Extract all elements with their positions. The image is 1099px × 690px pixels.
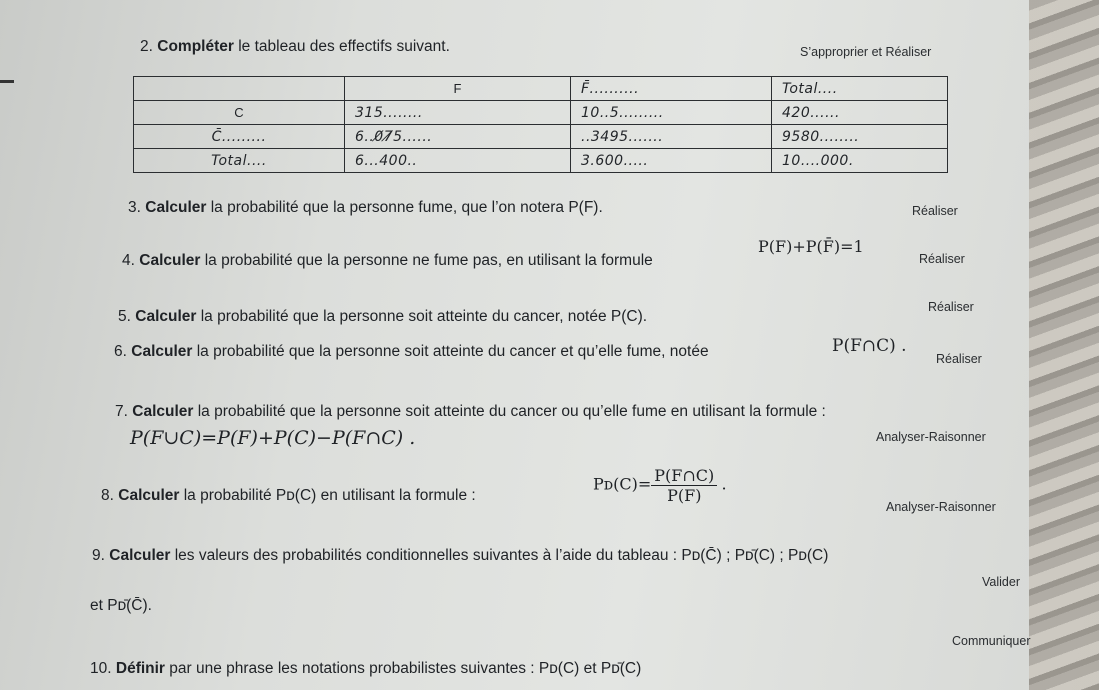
question-9-skill: Valider — [982, 575, 1020, 589]
table-cell: 6..0̸7̸5...... — [345, 125, 571, 149]
table-header-row — [134, 77, 948, 101]
question-9: 9. Calculer les valeurs des probabilités conditionnelles suivantes à l’aide du tableau : Pᴅ(C̄) ; Pᴅ̄(C) ; Pᴅ(C) — [92, 547, 829, 564]
question-7-skill: Analyser-Raisonner — [876, 430, 986, 444]
question-2: 2. Compléter le tableau des effectifs suivant. — [140, 38, 450, 55]
question-2-verb: Compléter — [157, 38, 234, 55]
question-3-skill: Réaliser — [912, 204, 958, 218]
question-5-skill: Réaliser — [928, 300, 974, 314]
table-row — [134, 101, 948, 125]
table-row — [134, 149, 948, 173]
table-row-label: Total.... — [134, 149, 345, 173]
table-cell — [134, 77, 345, 101]
question-5: 5. Calculer la probabilité que la personne soit atteinte du cancer, notée P(C). — [118, 308, 648, 325]
question-6: 6. Calculer la probabilité que la personne soit atteinte du cancer et qu’elle fume, notée — [114, 343, 709, 360]
question-8-skill: Analyser-Raisonner — [886, 500, 996, 514]
table-cell: 420...... — [772, 101, 948, 125]
question-6-formula: P(F∩C) . — [832, 336, 907, 356]
table-header-cell: F — [345, 77, 571, 101]
question-7: 7. Calculer la probabilité que la personne soit atteinte du cancer ou qu’elle fume en utilisant la formule : — [115, 403, 826, 420]
question-4-formula: P(F)+P(F̄)=1 — [758, 237, 864, 256]
table-cell: ..3495....... — [571, 125, 772, 149]
table-cell: 9580........ — [772, 125, 948, 149]
table-cell: 10....000. — [772, 149, 948, 173]
question-4: 4. Calculer la probabilité que la personne ne fume pas, en utilisant la formule — [122, 252, 653, 269]
page-edge-mark — [0, 80, 14, 117]
table-header-cell: Total.... — [772, 77, 948, 101]
table-header-cell: F̄.......... — [571, 77, 772, 101]
table-row-label: C̄......... — [134, 125, 345, 149]
question-6-skill: Réaliser — [936, 352, 982, 366]
table-cell: 10..5......... — [571, 101, 772, 125]
question-3: 3. Calculer la probabilité que la personne fume, que l’on notera P(F). — [128, 199, 603, 216]
question-8: 8. Calculer la probabilité Pᴅ(C) en utilisant la formule : — [101, 487, 476, 504]
question-9-line2: et Pᴅ̄(C̄). — [90, 597, 152, 614]
table-cell: 3.600..... — [571, 149, 772, 173]
question-2-skill: S’approprier et Réaliser — [800, 45, 932, 59]
question-4-skill: Réaliser — [919, 252, 965, 266]
table-cell: 315........ — [345, 101, 571, 125]
question-10-skill: Communiquer — [952, 634, 1031, 648]
question-8-formula: Pᴅ(C)= $\frac{P(F\cap C)}{P(F)}$ . — [593, 466, 727, 505]
fraction: $\frac{P(F\cap C)}{P(F)}$ — [651, 466, 717, 505]
table-cell: 6...400.. — [345, 149, 571, 173]
question-7-formula: P(F∪C)=P(F)+P(C)−P(F∩C) . — [130, 427, 416, 449]
question-10: 10. Définir par une phrase les notations probabilistes suivantes : Pᴅ(C) et Pᴅ̄(C) — [90, 660, 642, 677]
effectifs-table — [133, 76, 948, 173]
table-row — [134, 125, 948, 149]
background-fabric — [1029, 0, 1099, 690]
table-row-label: C — [134, 101, 345, 125]
